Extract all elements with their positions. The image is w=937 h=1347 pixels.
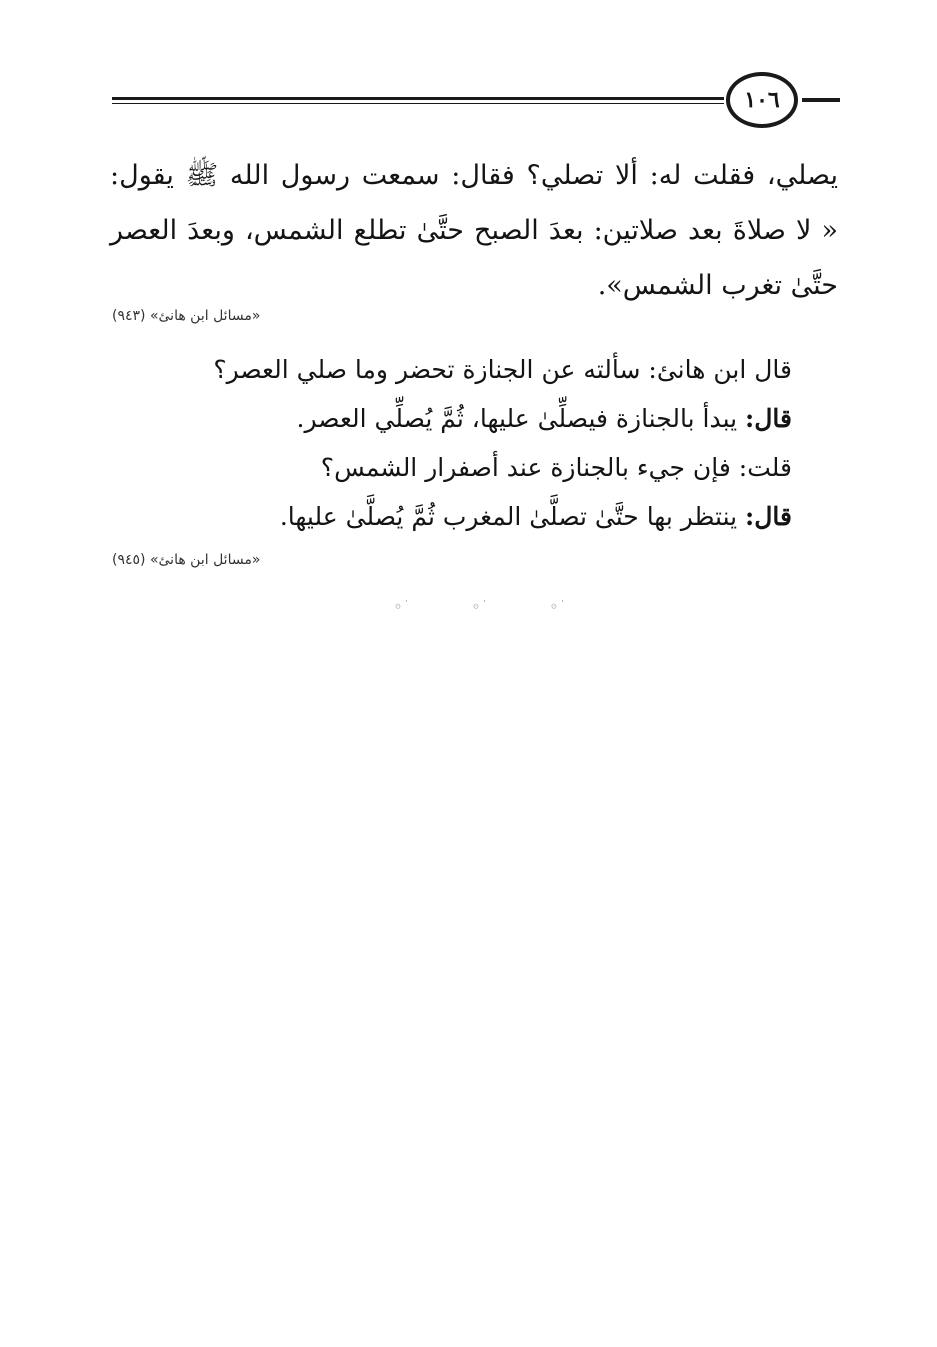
- dialogue-line-1: [200, 345, 792, 394]
- hadith-line-3: حتَّىٰ تغرب الشمس».: [597, 270, 838, 301]
- ornament-mark: ۞ ˙: [472, 600, 488, 611]
- dialogue-line-3-text: قلت: فإن جيء بالجنازة عند أصفرار الشمس؟: [320, 453, 792, 482]
- source-citation-2: «مسائل ابن هانئ» (٩٤٥): [112, 552, 261, 568]
- page-number: ١٠٦: [744, 87, 780, 113]
- dialogue-line-1-text: قال ابن هانئ: سألته عن الجنازة تحضر وما صلي العصر؟: [213, 355, 792, 384]
- hadith-line-2: « لا صلاةَ بعد صلاتين: بعدَ الصبح حتَّىٰ تطلع الشمس، وبعدَ العصر: [110, 215, 838, 246]
- speaker-label: قال:: [745, 502, 792, 531]
- header-rule-right: [802, 98, 840, 102]
- dialogue-paragraph: [200, 345, 792, 541]
- hadith-line-1: يصلي، فقلت له: ألا تصلي؟ فقال: سمعت رسول الله ﷺ يقول:: [110, 160, 838, 191]
- dialogue-line-4: [200, 492, 792, 541]
- speaker-label: قال:: [745, 404, 792, 433]
- header-rule-bottom: [112, 103, 724, 104]
- section-divider-ornament: [395, 600, 565, 611]
- ornament-mark: ۞ ˙: [395, 600, 410, 611]
- dialogue-line-2-text: يبدأ بالجنازة فيصلِّىٰ عليها، ثُمَّ يُصلِّي العصر.: [296, 404, 746, 433]
- dialogue-line-2: [200, 394, 792, 443]
- page-number-badge: [726, 72, 798, 128]
- hadith-paragraph: [110, 148, 838, 313]
- header-rule-top: [112, 97, 724, 100]
- ornament-mark: ۞ ˙: [550, 600, 565, 611]
- dialogue-line-4-text: ينتظر بها حتَّىٰ تصلَّىٰ المغرب ثُمَّ يُصلَّىٰ عليها.: [279, 502, 746, 531]
- page-header: [112, 70, 840, 132]
- dialogue-line-3: [200, 443, 792, 492]
- source-citation-1: «مسائل ابن هانئ» (٩٤٣): [112, 308, 261, 324]
